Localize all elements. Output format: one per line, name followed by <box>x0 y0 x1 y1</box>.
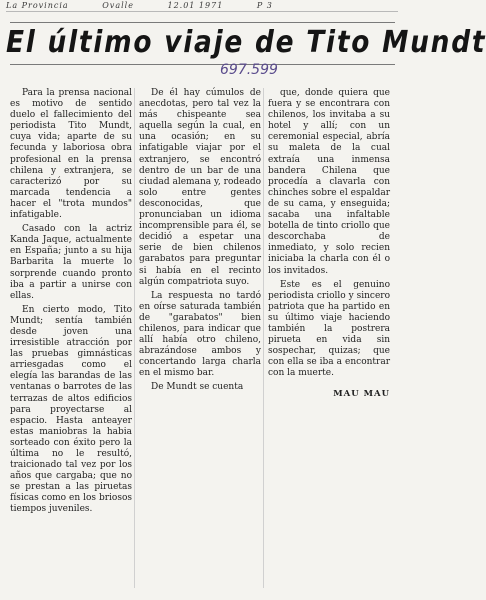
source-date: 12.01 1971 <box>167 1 224 10</box>
source-page: P 3 <box>256 1 273 10</box>
paragraph: De Mundt se cuenta <box>151 382 244 393</box>
column-divider <box>134 88 135 588</box>
author-signature: MAU MAU <box>333 389 390 400</box>
source-city: Ovalle <box>102 1 134 10</box>
paragraph: Casado con la actriz Kanda Jaque, actualmente en España; junto a su hija Barbarita la muerte lo sorprende cuando pronto iba a partir a unirse con ellas. <box>10 224 132 301</box>
paragraph: La respuesta no tardó en oírse saturada también de "garabatos" bien chilenos, para indicar que allí había otro chileno, abrazándose ambos y concertando larga charla en el mismo bar. <box>139 290 261 379</box>
paragraph: Para la prensa nacional es motivo de sentido duelo el fallecimiento del periodista Tito Mundt, cuya vida; aparte de su fecunda y laboriosa obra profesional en la prensa chilena y extranjera, se caracterizó por su marcada tendencia a hacer el "trota mundos" infatigable. <box>10 88 132 221</box>
article-column-1 <box>10 88 132 516</box>
paragraph: que, donde quiera que fuera y se encontrara con chilenos, los invitaba a su hotel y allí; con un ceremonial especial, abría su maleta de la cual extraía una inmensa bandera Chilena que procedía a clavarla con chinches sobre el espaldar de su cama, y enseguida; sacaba una infaltable botella de tinto criollo que descorchaba de inmediato, y solo recien iniciaba la charla con él o los invitados. <box>268 88 390 276</box>
source-name: La Provincia <box>6 1 69 10</box>
handwritten-catalog-number: 697.599 <box>220 62 278 78</box>
article-column-2 <box>139 88 261 394</box>
article-column-3 <box>268 88 390 401</box>
headline: El último viaje de Tito Mundt <box>6 25 486 60</box>
paragraph: Este es el genuino periodista criollo y sincero patriota que ha partido en su último viaje haciendo también la postrera pirueta en vida sin sospechar, quizas; que con ella se iba a encontrar con la muerte. <box>268 279 390 379</box>
paragraph: De él hay cúmulos de anecdotas, pero tal vez la más chispeante sea aquella según la cual, en una ocasión; en su infatigable viajar por el extranjero, se encontró dentro de un bar de una ciudad alemana y, rodeado solo entre gentes desconocidas, que pronunciaban un idioma incomprensible para él, se decidió a espetar una serie de bien chilenos garabatos para preguntar si había en el recinto algún compatriota suyo. <box>139 88 261 287</box>
headline-rule-top <box>10 22 395 23</box>
headline-rule-bottom <box>10 64 395 65</box>
clipping-source-line <box>6 1 398 12</box>
paragraph: En cierto modo, Tito Mundt; sentía también desde joven una irresistible atracción por las pruebas gimnásticas arriesgadas como el elegía las barandas de las ventanas o barrotes de las terrazas de altos edificios para proyectarse al espacio. Hasta anteayer estas maniobras la habia sorteado con éxito pero la última no le resultó, traicionado tal vez por los años que cargaba; que no se prestan a las piruetas físicas como en los briosos tiempos juveniles. <box>10 304 132 515</box>
column-divider <box>263 88 264 588</box>
